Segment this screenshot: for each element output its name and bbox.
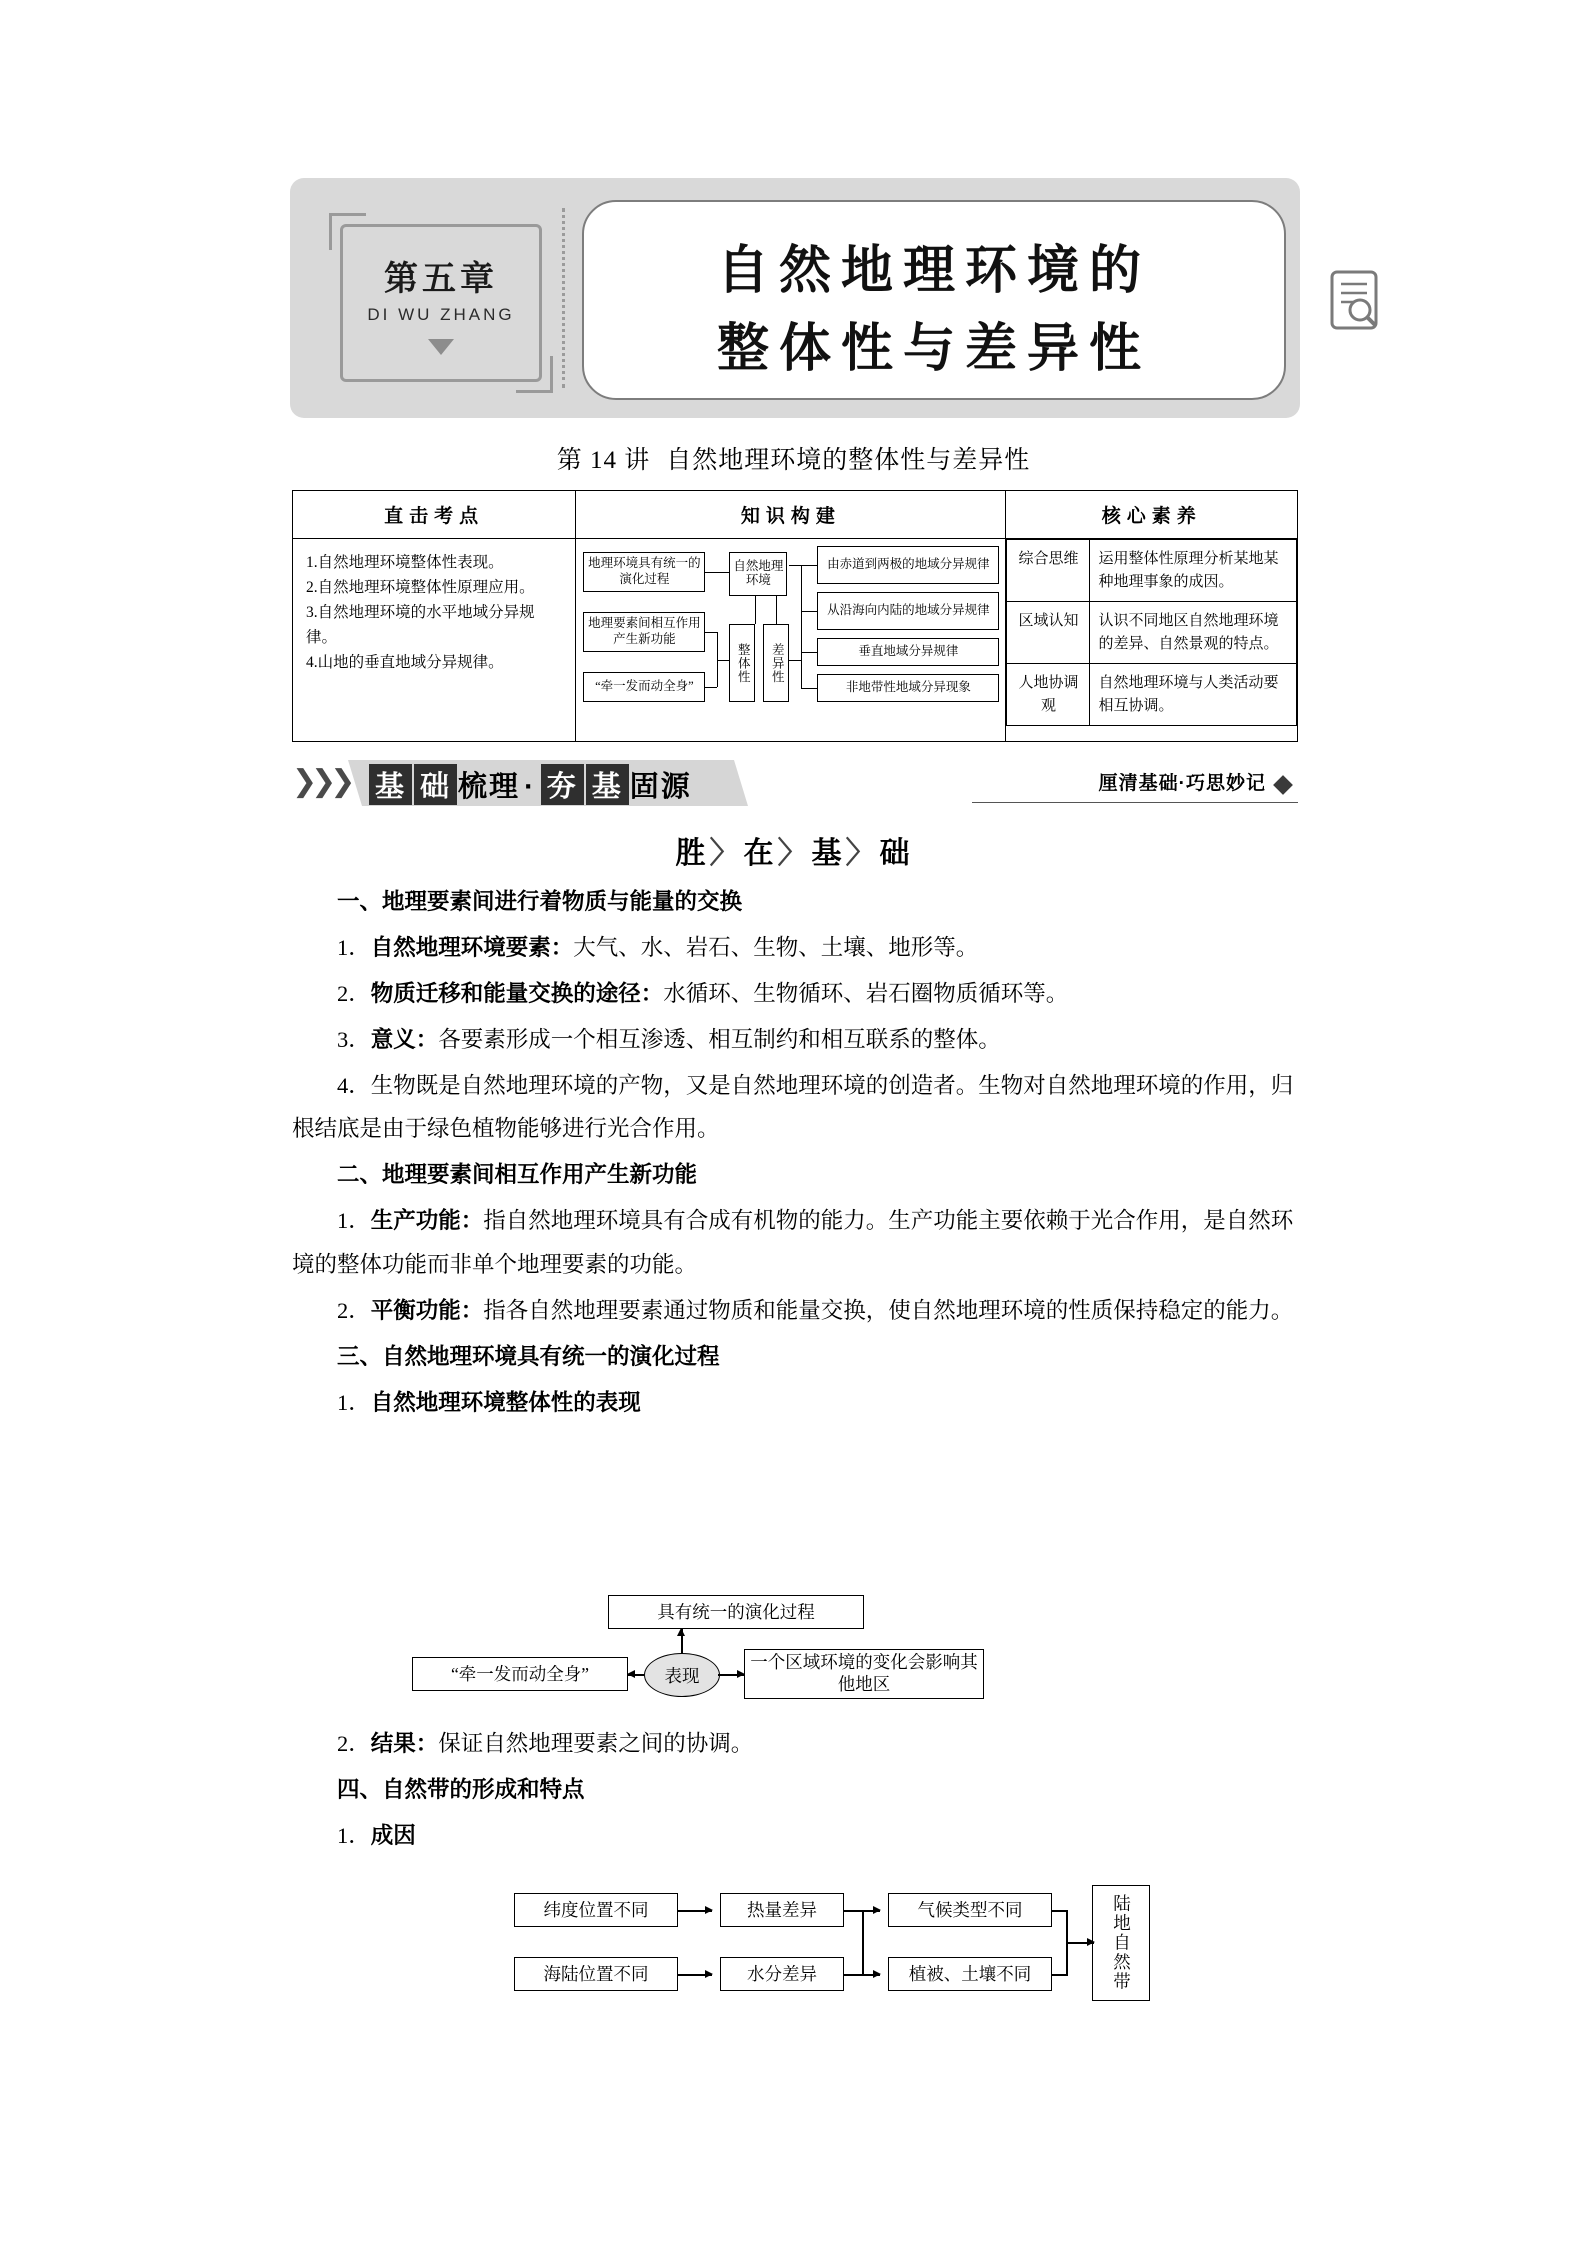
diagram2-node-climate: 气候类型不同 [888,1893,1052,1927]
item-label: 意义： [370,1026,439,1052]
item-label: 结果： [370,1731,439,1756]
lecture-title [0,440,1587,476]
connector-arrow-right [678,1910,712,1912]
divider [562,208,565,388]
paragraph-1-1 [292,926,1298,970]
literacy-key: 区域认知 [1007,602,1090,664]
connector-arrow-up [681,1629,683,1653]
item-label: 物质迁移和能量交换的途径： [370,980,664,1006]
connector-arrow-right [718,1674,744,1676]
section-char-2: 础 [414,764,457,805]
diagram1-left-box: “牵一发而动全身” [412,1657,628,1691]
item-label: 生产功能： [370,1208,484,1234]
header-exam-points: 直击考点 [293,491,576,539]
exam-point-list [294,540,574,690]
section-rule [972,802,1298,803]
table-row [1007,664,1297,726]
magnifier-book-icon [1330,270,1380,332]
connector-arrow-right [844,1974,880,1976]
chapter-title-line1: 自然地理环境的 [716,242,1151,300]
kd-left-box-1: 地理环境具有统一的演化过程 [583,552,705,592]
item-label: 自然地理环境整体性的表现 [370,1389,641,1415]
connector [1052,1910,1068,1912]
literacy-value: 认识不同地区自然地理环境的差异、自然景观的特点。 [1090,602,1297,664]
item-text: 指各自然地理要素通过物质和能量交换，使自然地理环境的性质保持稳定的能力。 [483,1297,1294,1323]
item-no: 1． [337,1822,371,1848]
paragraph-1-2 [292,972,1298,1016]
connector-arrow-left [628,1674,644,1676]
item-text: 保证自然地理要素之间的协调。 [438,1731,754,1756]
diagram1-right-box [744,1649,984,1699]
chapter-badge-area [312,196,562,400]
body-content-2 [292,1722,1298,1860]
sub-banner-sep: 〉 [845,837,878,870]
diagram2-node-heat: 热量差异 [720,1893,844,1927]
diagram2-node-zone: 陆地自然带 [1092,1885,1150,2001]
chapter-title-line2: 整体性与差异性 [716,320,1151,378]
connector [789,565,817,566]
double-chevron-icon: ❯❯❯ [292,765,350,798]
item-no: 3． [337,1026,371,1052]
section-title [368,764,692,805]
diagram-integrity-expression [292,1595,1298,1720]
list-item: 1.自然地理环境整体性表现。 [306,554,504,571]
connector [1052,1974,1068,1976]
connector [801,652,817,653]
body-content [292,880,1298,1427]
heading-4: 四、自然带的形成和特点 [337,1776,585,1802]
item-no: 1． [337,1208,371,1234]
section-char-6: 夯 [541,764,584,805]
table-body-row [293,539,1298,742]
heading-3: 三、自然地理环境具有统一的演化过程 [337,1343,720,1369]
connector [755,596,756,624]
kd-left-box-2: 地理要素间相互作用产生新功能 [583,612,705,652]
kd-left-box-3: “牵一发而动全身” [583,672,705,702]
connector [705,687,717,688]
triangle-icon [428,339,454,355]
section-char-4: 理 [489,771,521,803]
item-label: 成因 [370,1822,416,1848]
section-char-7: 基 [586,764,629,805]
chapter-badge [340,224,542,382]
lecture-number: 第 14 讲 [556,447,651,474]
paragraph-2-2 [292,1289,1298,1333]
item-text: 各要素形成一个相互渗透、相互制约和相互联系的整体。 [438,1026,1001,1052]
diagram-natural-zone-formation [292,1885,1298,2015]
sub-banner-char-3: 基 [811,837,844,870]
section-char-8: 固 [629,771,661,803]
item-label: 平衡功能： [370,1297,484,1323]
overview-table [292,490,1298,742]
chapter-banner [290,178,1300,418]
connector [776,596,777,624]
kd-right-box-1: 由赤道到两极的地域分异规律 [817,546,999,584]
sub-banner [0,828,1587,872]
kd-right-box-3: 垂直地域分异规律 [817,638,999,666]
item-no: 2． [337,1297,371,1323]
item-text: 生物既是自然地理环境的产物，又是自然地理环境的创造者。生物对自然地理环境的作用，归根结底是由于绿色植物能够进行光合作用。 [292,1072,1294,1142]
sub-banner-char-4: 础 [879,837,912,870]
list-item: 2.自然地理环境整体性原理应用。 [306,579,535,597]
section-header [292,760,1298,812]
list-item: 4.山地的垂直地域分异规律。 [306,654,504,672]
item-text: 大气、水、岩石、生物、土壤、地形等。 [573,934,979,960]
connector [801,611,817,612]
section-dot: · [524,771,536,803]
knowledge-diagram-cell [576,539,1006,742]
section-char-1: 基 [369,764,412,805]
diagram2-node-latitude: 纬度位置不同 [514,1893,678,1927]
connector [705,572,729,573]
connector-arrow-right [678,1974,712,1976]
item-no: 4． [337,1072,371,1098]
header-knowledge-structure: 知识构建 [576,491,1006,539]
table-header-row [293,491,1298,539]
diagram2-node-vegetation: 植被、土壤不同 [888,1957,1052,1991]
sub-banner-char-2: 在 [743,837,776,870]
heading-1: 一、地理要素间进行着物质与能量的交换 [337,889,743,914]
sub-banner-sep: 〉 [777,837,810,870]
connector [717,660,729,661]
heading-2: 二、地理要素间相互作用产生新功能 [337,1162,698,1188]
sub-banner-char-1: 胜 [675,837,708,870]
header-core-literacy: 核心素养 [1006,491,1298,539]
paragraph-4-1 [292,1814,1298,1858]
item-no: 1． [337,934,371,960]
item-text: 水循环、生物循环、岩石圈物质循环等。 [663,980,1069,1006]
paragraph-1-3 [292,1018,1298,1062]
literacy-key: 综合思维 [1007,540,1090,602]
diagram1-center-node: 表现 [644,1653,720,1697]
kd-center-integrity: 整体性 [729,624,755,702]
item-no: 2． [337,980,371,1006]
table-row [1007,540,1297,602]
section-char-3: 梳 [458,771,490,803]
connector-arrow-right [1066,1942,1094,1944]
list-item: 3.自然地理环境的水平地域分异规律。 [306,604,535,647]
table-row [1007,602,1297,664]
diagram2-node-landsea: 海陆位置不同 [514,1957,678,1991]
sub-banner-sep: 〉 [709,837,742,870]
item-label: 自然地理环境要素： [370,934,574,960]
lecture-name: 自然地理环境的整体性与差异性 [666,447,1031,474]
item-no: 2． [337,1731,371,1756]
literacy-value: 运用整体性原理分析某地某种地理事象的成因。 [1090,540,1297,602]
kd-right-box-2: 从沿海向内陆的地域分异规律 [817,592,999,630]
diamond-icon [1273,775,1293,795]
section-note: 厘清基础·巧思妙记 [1098,773,1266,794]
chapter-title-box [582,200,1286,400]
knowledge-diagram [577,540,1004,740]
paragraph-2-1 [292,1199,1298,1287]
item-text: 指自然地理环境具有合成有机物的能力。生产功能主要依赖于光合作用，是自然环境的整体功能而非单个地理要素的功能。 [292,1208,1294,1277]
literacy-table [1006,539,1297,726]
connector [862,1910,864,1974]
paragraph-1-4 [292,1064,1298,1152]
literacy-cell [1006,539,1298,742]
section-char-9: 源 [660,771,692,803]
diagram1-top-box: 具有统一的演化过程 [608,1595,864,1629]
kd-right-box-4: 非地带性地域分异现象 [817,674,999,702]
diagram1-right-text: 一个区域环境的变化会影响其他地区 [750,1652,978,1694]
diagram2-node-water: 水分差异 [720,1957,844,1991]
paragraph-3-2 [292,1722,1298,1766]
literacy-key: 人地协调观 [1007,664,1090,726]
item-no: 1． [337,1389,371,1415]
exam-points-cell [293,539,576,742]
kd-center-difference: 差异性 [763,624,789,702]
kd-center-title: 自然地理环境 [729,552,787,596]
chapter-number-cn: 第五章 [384,260,498,298]
literacy-value: 自然地理环境与人类活动要相互协调。 [1090,664,1297,726]
connector [801,688,817,689]
paragraph-3-1 [292,1381,1298,1425]
connector [789,660,801,661]
connector [801,565,802,688]
chapter-number-pinyin: DI WU ZHANG [367,305,515,324]
connector [705,632,717,633]
